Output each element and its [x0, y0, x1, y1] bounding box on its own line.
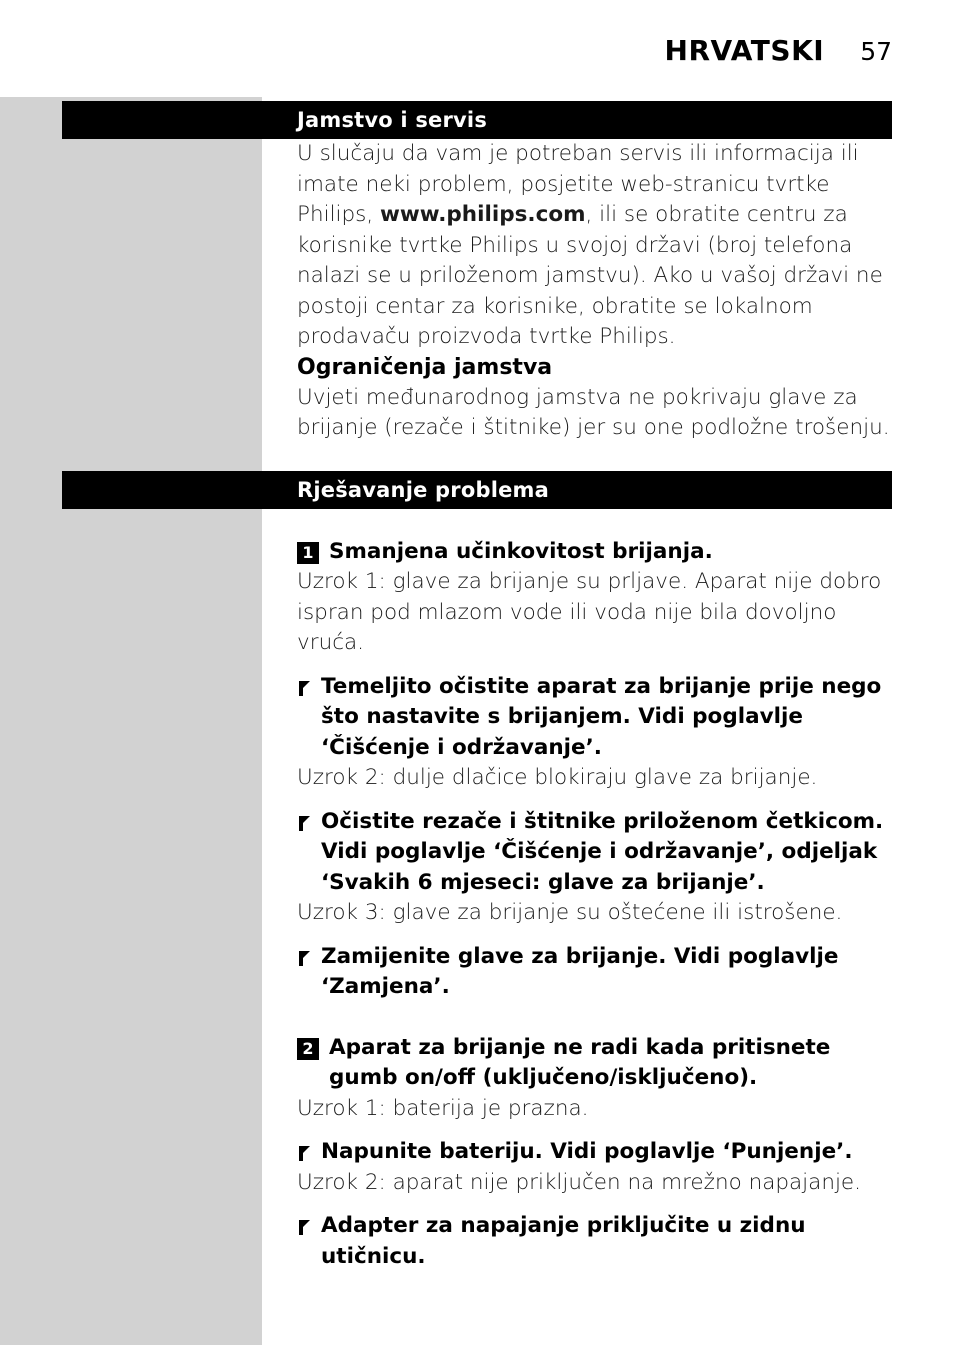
section-title: Rješavanje problema [297, 477, 549, 502]
troubleshooting-item [297, 1033, 892, 1094]
page-number: 57 [860, 37, 892, 66]
troubleshooting-item [297, 537, 892, 568]
section-body-troubleshooting [297, 537, 892, 1273]
section-header-troubleshooting [62, 471, 892, 509]
flag-bullet-icon [299, 951, 310, 966]
flag-bullet-icon [299, 816, 310, 831]
warranty-intro-part2: , ili se obratite centru za korisnike tvrtke Philips u svojoj državi (broj telefona nalazi se u priloženom jamstvu). Ako u vašoj državi ne postoji centar za korisnike, obratite se lokalnom prodavaču proizvoda tvrtke Philips. [297, 202, 883, 349]
cause-text: Uzrok 2: dulje dlačice blokiraju glave za brijanje. [297, 765, 818, 790]
section-body-warranty [297, 139, 892, 444]
page-header [665, 34, 892, 67]
flag-bullet-icon [299, 1220, 310, 1235]
warranty-intro-paragraph [297, 139, 892, 353]
item-number-badge: 1 [297, 542, 319, 564]
warranty-limitations-subheading: Ograničenja jamstva [297, 354, 553, 380]
page-content [62, 101, 892, 1272]
warranty-intro-part1: U slučaju da vam je potreban servis ili informacija ili imate neki problem, posjetite web-stranicu tvrtke Philips, [297, 141, 859, 227]
solution-bullet [299, 1211, 892, 1272]
solution-bullet [299, 807, 892, 899]
solution-bullet [299, 1137, 892, 1168]
cause-text: Uzrok 2: aparat nije priključen na mrežno napajanje. [297, 1169, 861, 1195]
item-title: Aparat za brijanje ne radi kada pritisnete gumb on/off (uključeno/isključeno). [329, 1034, 831, 1090]
philips-website-text: www.philips.com [380, 202, 586, 227]
item-number-badge: 2 [297, 1038, 319, 1060]
solution-text: Adapter za napajanje priključite u zidnu utičnicu. [321, 1213, 806, 1269]
solution-text: Zamijenite glave za brijanje. Vidi poglavlje ‘Zamjena’. [321, 943, 839, 999]
section-header-warranty [62, 101, 892, 139]
cause-text: Uzrok 1: glave za brijanje su prljave. Aparat nije dobro ispran pod mlazom vode ili voda nije bila dovoljno vruća. [297, 569, 882, 655]
cause-text: Uzrok 3: glave za brijanje su oštećene ili istrošene. [297, 900, 843, 925]
solution-text: Napunite bateriju. Vidi poglavlje ‘Punjenje’. [321, 1139, 853, 1164]
flag-bullet-icon [299, 1146, 310, 1161]
flag-bullet-icon [299, 681, 310, 696]
page-title: HRVATSKI [664, 34, 825, 67]
solution-text: Očistite rezače i štitnike priloženom četkicom. Vidi poglavlje ‘Čišćenje i održavanje’, odjeljak ‘Svakih 6 mjeseci: glave za brijanje’. [321, 808, 884, 895]
solution-text: Temeljito očistite aparat za brijanje prije nego što nastavite s brijanjem. Vidi poglavlje ‘Čišćenje i održavanje’. [321, 673, 882, 760]
item-title: Smanjena učinkovitost brijanja. [329, 538, 713, 564]
section-title: Jamstvo i servis [297, 108, 488, 132]
solution-bullet [299, 672, 892, 764]
solution-bullet [299, 942, 892, 1003]
cause-text: Uzrok 1: baterija je prazna. [297, 1095, 589, 1121]
warranty-limitations-paragraph: Uvjeti međunarodnog jamstva ne pokrivaju glave za brijanje (rezače i štitnike) jer su one podložne trošenju. [297, 384, 890, 440]
